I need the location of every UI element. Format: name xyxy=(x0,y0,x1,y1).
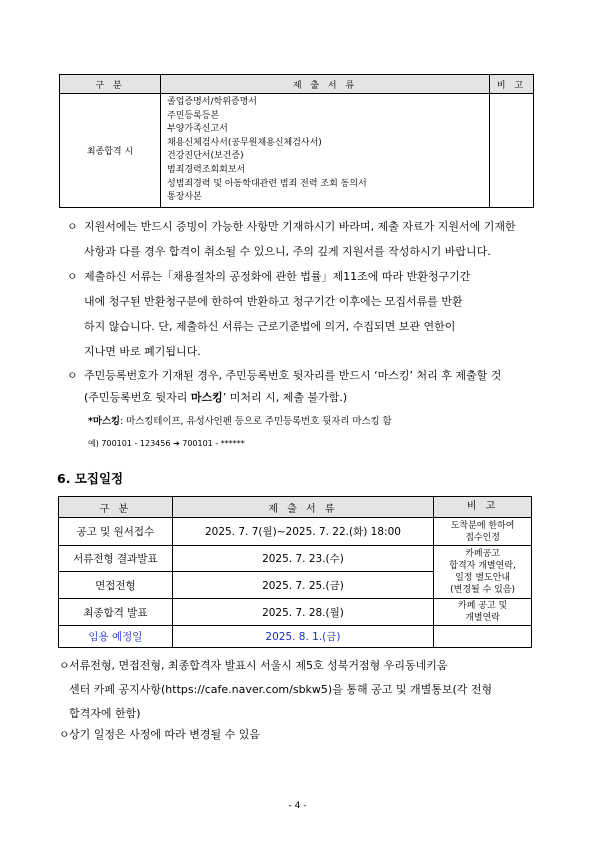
header-documents: 제 출 서 류 xyxy=(172,497,433,518)
schedule-remark: 카페공고 합격자 개별연락, 일정 별도안내 (변경될 수 있음) xyxy=(434,546,532,599)
document-item: 건강진단서(보건증) xyxy=(167,151,244,162)
note-line: 제출하신 서류는「채용절차의 공정화에 관한 법률」제11조에 따라 반환청구기간 xyxy=(84,270,471,283)
footer-note-line: 서류전형, 면접전형, 최종합격자 발표시 서울시 제5호 성북거점형 우리동네키움 xyxy=(69,659,448,672)
document-item: 채용신체검사서(공무원채용신체검사서) xyxy=(167,137,322,148)
header-documents: 제 출 서 류 xyxy=(161,75,490,94)
schedule-label: 면접전형 xyxy=(59,572,173,599)
note-line: 지나면 바로 폐기됩니다. xyxy=(84,345,201,358)
row-label-final-pass: 최종합격 시 xyxy=(60,94,161,208)
masking-bold: 마스킹 xyxy=(190,391,223,404)
schedule-date: 2025. 7. 28.(월) xyxy=(172,599,433,626)
document-item: 졸업증명서/학위증명서 xyxy=(167,97,257,107)
header-remarks: 비 고 xyxy=(490,75,534,94)
remarks-cell xyxy=(490,94,534,208)
note-line: 주민등록번호가 기재된 경우, 주민등록번호 뒷자리를 반드시 ‘마스킹’ 처리 후 제출할 것 xyxy=(84,369,502,382)
schedule-label-highlight: 임용 예정일 xyxy=(59,626,173,648)
footer-note-line: 상기 일정은 사정에 따라 변경될 수 있음 xyxy=(69,728,260,741)
header-category: 구 분 xyxy=(59,497,173,518)
document-item: 성범죄경력 및 아동학대관련 범죄 전력 조회 동의서 xyxy=(167,178,367,189)
bullet: ㅇ xyxy=(67,270,78,283)
documents-table-row xyxy=(60,94,534,208)
section-title: 6. 모집일정 xyxy=(57,471,124,486)
table-row xyxy=(59,518,532,546)
bullet: ㅇ xyxy=(67,220,78,233)
schedule-label: 서류전형 결과발표 xyxy=(59,546,173,572)
schedule-date-highlight: 2025. 8. 1.(금) xyxy=(172,626,433,648)
document-item: 주민등록등본 xyxy=(167,110,220,121)
document-list xyxy=(161,94,490,208)
page-number: - 4 - xyxy=(288,801,307,811)
documents-table xyxy=(59,74,534,208)
header-category: 구 분 xyxy=(60,75,161,94)
document-item: 부양가족신고서 xyxy=(167,124,228,135)
table-row xyxy=(59,626,532,648)
masking-definition: *마스킹: 마스킹테이프, 유성사인펜 등으로 주민등록번호 뒷자리 마스킹 함 xyxy=(88,416,392,427)
table-row xyxy=(59,599,532,626)
footer-note-line: 합격자에 한함) xyxy=(69,707,141,720)
bullet: ㅇ xyxy=(67,369,78,382)
bullet: ㅇ xyxy=(59,659,70,672)
schedule-table xyxy=(58,496,532,648)
schedule-label: 공고 및 원서접수 xyxy=(59,518,173,546)
documents-table-header xyxy=(60,75,534,94)
schedule-remark xyxy=(434,626,532,648)
note-line: 지원서에는 반드시 증빙이 가능한 사항만 기재하시기 바라며, 제출 자료가 지원서에 기재한 xyxy=(84,220,516,233)
schedule-label: 최종합격 발표 xyxy=(59,599,173,626)
note-line: 하지 않습니다. 단, 제출하신 서류는 근로기준법에 의거, 수집되면 보관 연한이 xyxy=(84,320,456,333)
masking-example: 예) 700101 - 123456 ➔ 700101 - ****** xyxy=(88,439,245,448)
schedule-date: 2025. 7. 23.(수) xyxy=(172,546,433,572)
document-item: 범죄경력조회회보서 xyxy=(167,164,246,175)
note-line: 내에 청구된 반환청구분에 한하여 반환하고 청구기간 이후에는 모집서류를 반환 xyxy=(84,295,463,308)
table-row xyxy=(59,546,532,572)
header-remarks: 비 고 xyxy=(434,497,532,518)
bullet: ㅇ xyxy=(59,728,70,741)
footer-note-line: 센터 카페 공지사항(https://cafe.naver.com/sbkw5)을 통해 공고 및 개별통보(각 전형 xyxy=(69,683,493,696)
schedule-remark: 카페 공고 및 개별연락 xyxy=(434,599,532,626)
document-item: 통장사본 xyxy=(167,192,202,203)
schedule-date: 2025. 7. 7(월)~2025. 7. 22.(화) 18:00 xyxy=(172,518,433,546)
note-line: 사항과 다를 경우 합격이 취소될 수 있으니, 주의 깊게 지원서를 작성하시기 바랍니다. xyxy=(84,245,491,258)
schedule-table-header xyxy=(59,497,532,518)
schedule-date: 2025. 7. 25.(금) xyxy=(172,572,433,599)
note-line-masking: (주민등록번호 뒷자리 마스킹’ 미처리 시, 제출 불가함.) xyxy=(84,391,348,404)
schedule-remark: 도착분에 한하여 접수인정 xyxy=(434,518,532,546)
